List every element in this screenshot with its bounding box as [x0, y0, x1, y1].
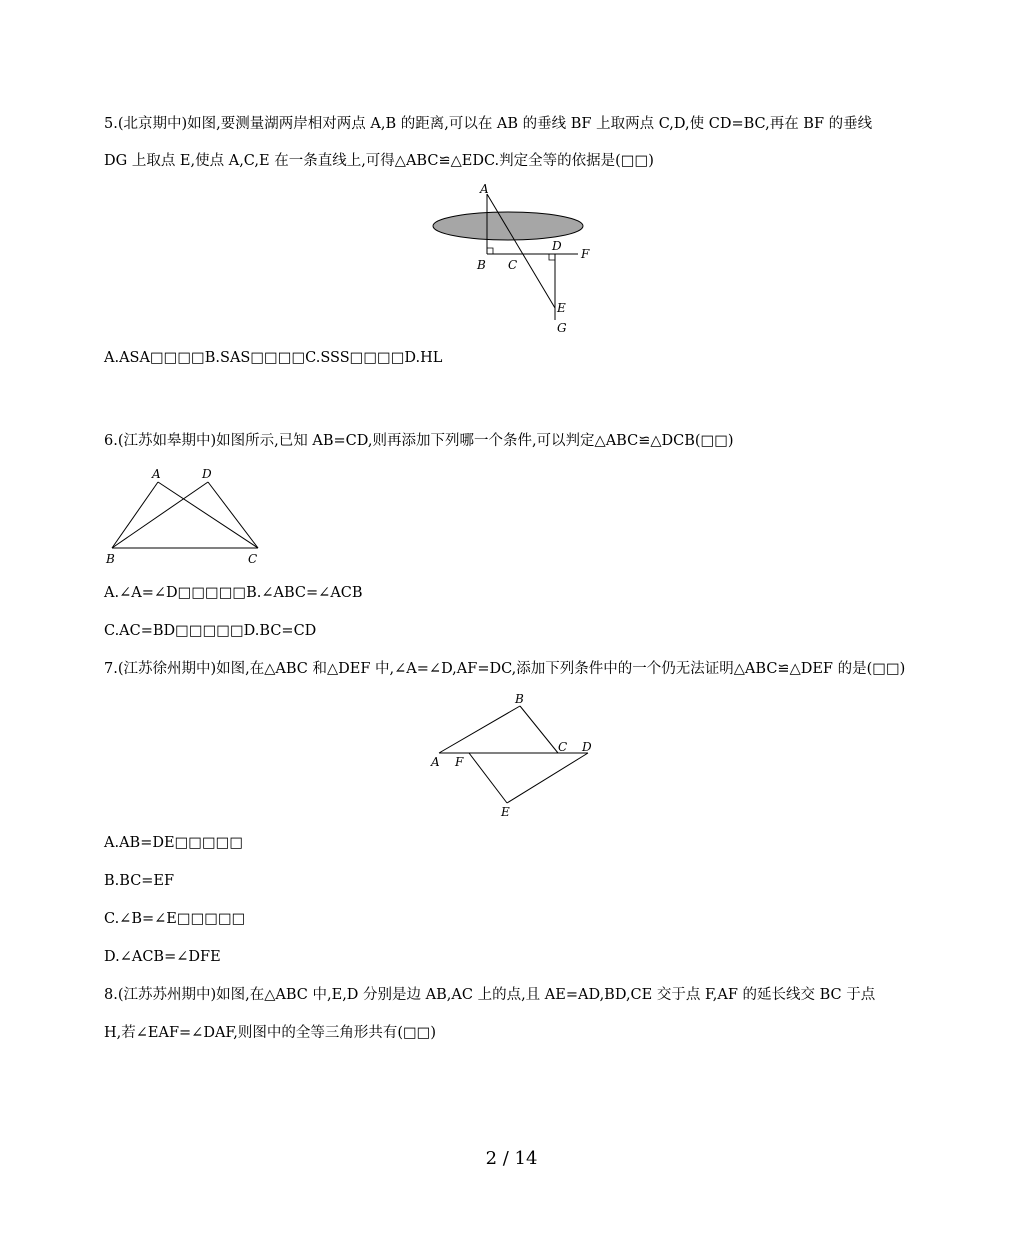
q5-label-E: E: [557, 301, 566, 315]
q7-label-E: E: [501, 805, 510, 819]
q7-option-b: B.BC=EF: [104, 873, 175, 889]
q6-label-A: A: [152, 467, 161, 481]
q7-label-B: B: [515, 692, 524, 706]
q5-label-A: A: [480, 182, 489, 196]
q7-figure: [425, 688, 600, 823]
q6-label-D: D: [202, 467, 212, 481]
q8-stem-line1: 8.(江苏苏州期中)如图,在△ABC 中,E,D 分别是边 AB,AC 上的点,且 AE=AD,BD,CE 交于点 F,AF 的延长线交 BC 于点: [104, 987, 876, 1003]
q5-label-D: D: [552, 239, 562, 253]
q8-stem-line2: H,若∠EAF=∠DAF,则图中的全等三角形共有(□□): [104, 1025, 437, 1041]
q5-figure: [420, 180, 605, 340]
q7-stem: 7.(江苏徐州期中)如图,在△ABC 和△DEF 中,∠A=∠D,AF=DC,添加下列条件中的一个仍无法证明△ABC≌△DEF 的是(□□): [104, 661, 906, 677]
q5-stem-line2: DG 上取点 E,使点 A,C,E 在一条直线上,可得△ABC≌△EDC.判定全等的依据是(□□): [104, 153, 654, 169]
q5-stem-line1: 5.(北京期中)如图,要测量湖两岸相对两点 A,B 的距离,可以在 AB 的垂线 BF 上取两点 C,D,使 CD=BC,再在 BF 的垂线: [104, 116, 873, 132]
page-number: 2 / 14: [485, 1148, 538, 1169]
q6-options-line2: C.AC=BD□□□□□D.BC=CD: [104, 623, 317, 639]
q5-label-G: G: [557, 321, 567, 335]
q7-label-A: A: [431, 755, 440, 769]
q5-options: A.ASA□□□□B.SAS□□□□C.SSS□□□□D.HL: [104, 350, 443, 366]
q6-stem: 6.(江苏如皋期中)如图所示,已知 AB=CD,则再添加下列哪一个条件,可以判定△ABC≌△DCB(□□): [104, 433, 734, 449]
q7-option-d: D.∠ACB=∠DFE: [104, 949, 221, 965]
q5-label-F: F: [581, 247, 590, 261]
q7-option-a: A.AB=DE□□□□□: [104, 835, 244, 851]
q5-label-C: C: [508, 258, 518, 272]
q6-label-C: C: [248, 552, 258, 566]
q5-label-B: B: [477, 258, 486, 272]
lake-ellipse: [433, 212, 583, 240]
q7-label-C: C: [558, 740, 568, 754]
q6-figure: [100, 462, 270, 572]
q7-option-c: C.∠B=∠E□□□□□: [104, 911, 246, 927]
q6-label-B: B: [106, 552, 115, 566]
q6-options-line1: A.∠A=∠D□□□□□B.∠ABC=∠ACB: [104, 585, 363, 601]
q7-label-D: D: [582, 740, 592, 754]
q7-label-F: F: [455, 755, 464, 769]
